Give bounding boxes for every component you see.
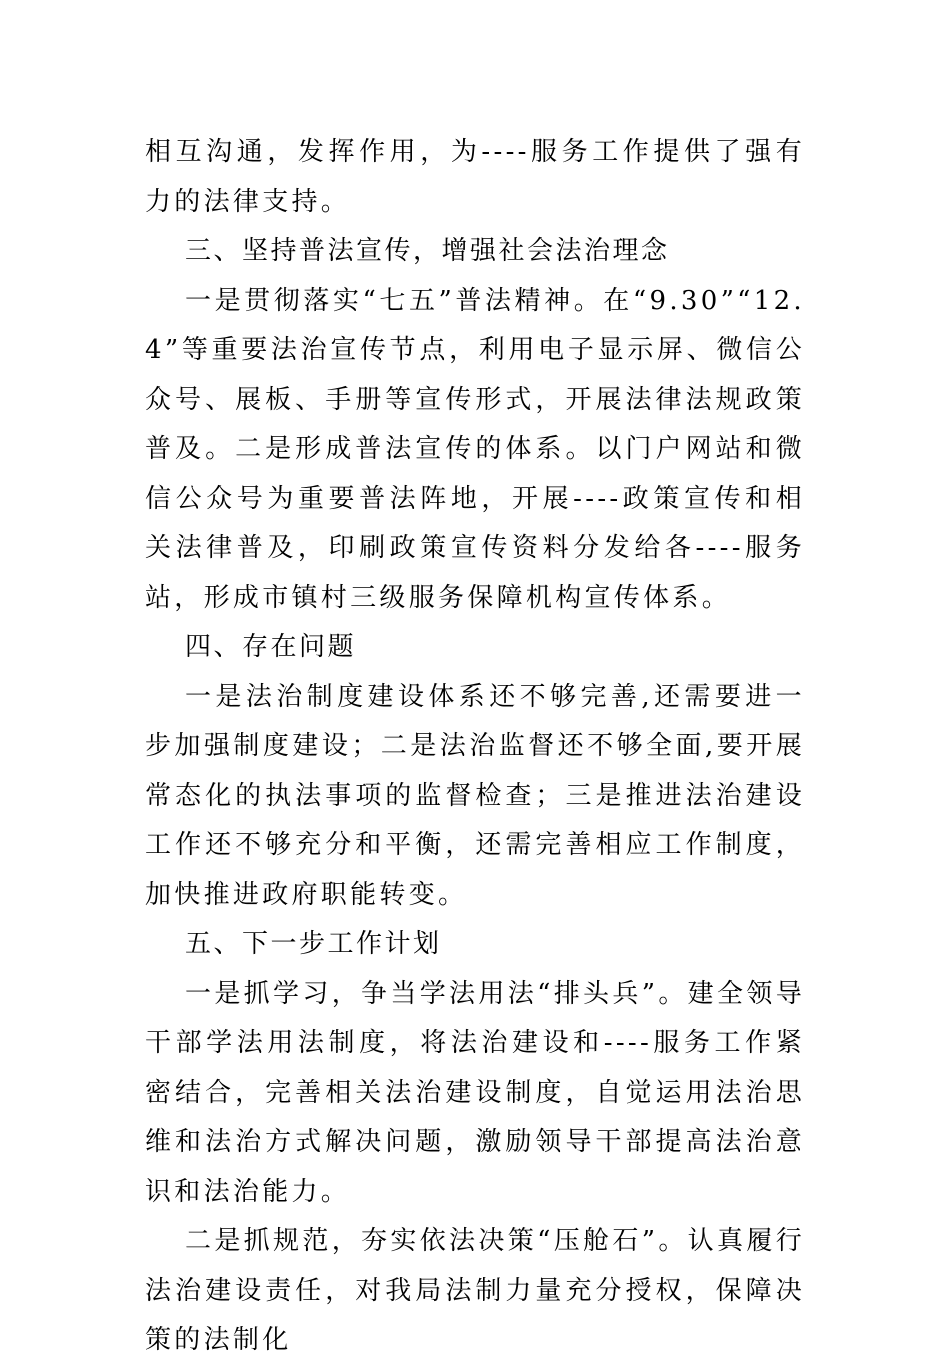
paragraph-continuation: 相互沟通，发挥作用，为----服务工作提供了强有力的法律支持。: [145, 137, 805, 217]
section-heading-4: 四、存在问题: [185, 632, 357, 662]
paragraph-problems: 一是法治制度建设体系还不够完善,还需要进一步加强制度建设；二是法治监督还不够全面,要开展常态化的执法事项的监督检查；三是推进法治建设工作还不够充分和平衡，还需完善相应工作制度，加快推进政府职能转变。: [145, 681, 805, 910]
section-heading-3: 三、坚持普法宣传，增强社会法治理念: [185, 236, 670, 266]
paragraph-plan-standard: 二是抓规范，夯实依法决策“压舱石”。认真履行法治建设责任，对我局法制力量充分授权，保障决策的法制化: [145, 1226, 805, 1355]
paragraph-publicity: 一是贯彻落实“七五”普法精神。在“9.30”“12.4”等重要法治宣传节点，利用电子显示屏、微信公众号、展板、手册等宣传形式，开展法律法规政策普及。二是形成普法宣传的体系。以门户网站和微信公众号为重要普法阵地，开展----政策宣传和相关法律普及，印刷政策宣传资料分发给各----服务站，形成市镇村三级服务保障机构宣传体系。: [145, 285, 805, 613]
section-heading-5: 五、下一步工作计划: [185, 929, 442, 959]
paragraph-plan-study: 一是抓学习，争当学法用法“排头兵”。建全领导干部学法用法制度，将法治建设和----服务工作紧密结合，完善相关法治建设制度，自觉运用法治思维和法治方式解决问题，激励领导干部提高法治意识和法治能力。: [145, 978, 805, 1207]
document-body: [145, 128, 805, 1366]
